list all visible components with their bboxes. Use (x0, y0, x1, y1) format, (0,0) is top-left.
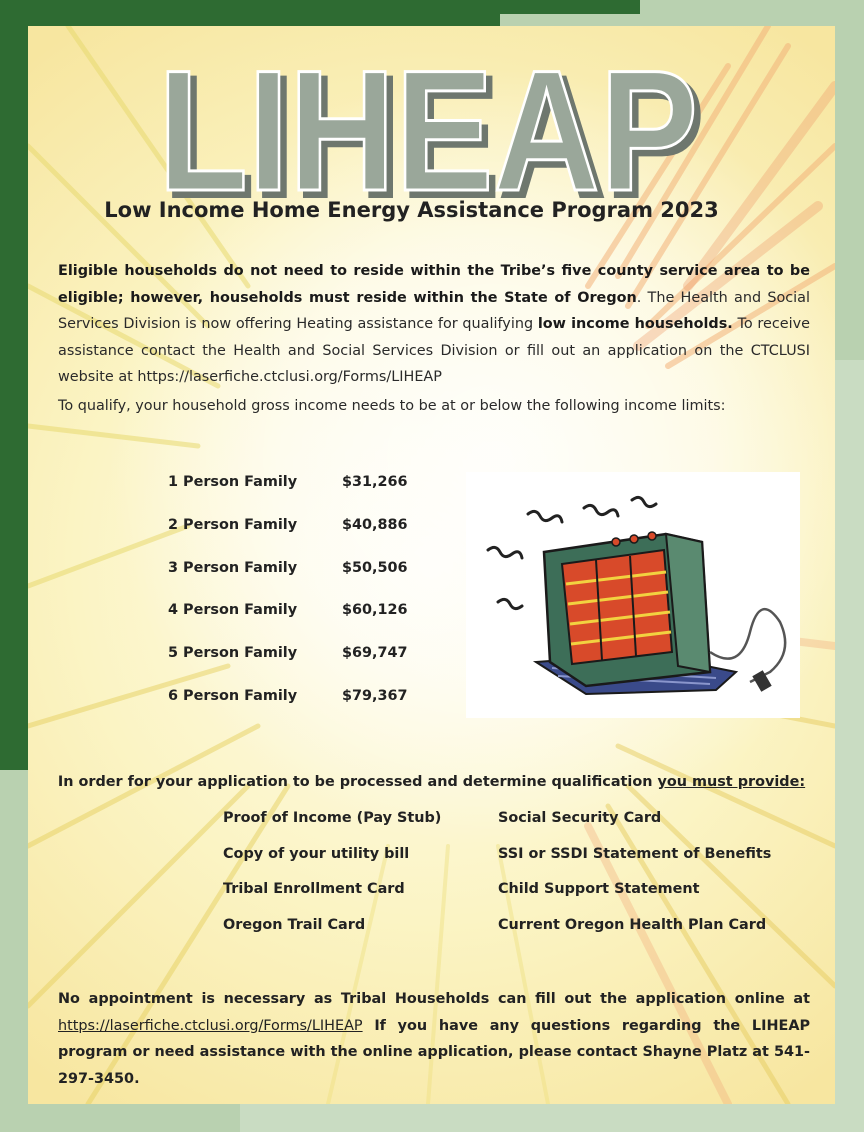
svg-text:LIHEAP: LIHEAP (164, 50, 704, 210)
income-label: 3 Person Family (168, 560, 298, 576)
intro-bold-eligibility: Eligible households do not need to reside within the Tribe’s five county service area to be eligible; however, households must reside within the State of Oregon (58, 263, 810, 306)
footer-paragraph (58, 986, 810, 1092)
footer-text-1: No appointment is necessary as Tribal Households can fill out the application online at (58, 991, 810, 1007)
intro-bold-low-income: low income households. (537, 316, 733, 332)
heater-illustration (466, 472, 800, 718)
liheap-title (156, 50, 716, 210)
footer-text-2: If you have any questions regarding the LIHEAP program or need assistance with the online application, please contact Shayne Platz at 541-297-3450. (58, 1017, 810, 1087)
frame-dark-corner (500, 0, 640, 14)
income-amount: $40,886 (342, 517, 408, 533)
income-label: 5 Person Family (168, 645, 298, 661)
income-amount: $79,367 (342, 688, 408, 704)
requirement-item: Current Oregon Health Plan Card (498, 917, 767, 933)
income-amount: $69,747 (342, 645, 408, 661)
space-heater-icon (466, 472, 800, 718)
frame-dark-left (0, 0, 28, 770)
provide-underlined: you must provide: (657, 774, 806, 790)
svg-text:LIHEAP: LIHEAP (158, 50, 698, 210)
provide-text: In order for your application to be processed and determine qualification (57, 774, 658, 790)
income-label: 1 Person Family (168, 474, 298, 490)
flyer-sheet (28, 26, 835, 1104)
program-subtitle: Low Income Home Energy Assistance Program 2023 (104, 198, 719, 222)
income-label: 4 Person Family (168, 602, 298, 618)
intro-text-2: To receive assistance contact the Health and Social Services Division or fill out an application on the CTCLUSI website at https://laserfiche.ctclusi.org/Forms/LIHEAP (58, 316, 810, 385)
requirement-item: Tribal Enrollment Card (223, 881, 405, 897)
frame-dark-top (0, 0, 500, 26)
income-label: 2 Person Family (168, 517, 298, 533)
application-link[interactable]: https://laserfiche.ctclusi.org/Forms/LIHEAP (58, 1017, 363, 1034)
provide-heading (28, 774, 835, 790)
qualify-text: To qualify, your household gross income needs to be at or below the following income limits: (58, 398, 726, 414)
requirement-item: Oregon Trail Card (223, 917, 366, 933)
income-amount: $31,266 (342, 474, 408, 490)
requirement-item: Proof of Income (Pay Stub) (223, 810, 442, 826)
income-label: 6 Person Family (168, 688, 298, 704)
frame-pale-bottom (240, 1104, 864, 1132)
requirement-item: Copy of your utility bill (223, 846, 410, 862)
requirement-item: SSI or SSDI Statement of Benefits (498, 846, 772, 862)
intro-text-1: . The Health and Social Services Division is now offering Heating assistance for qualifying (58, 289, 810, 332)
income-amount: $50,506 (342, 560, 408, 576)
frame-pale-right (835, 360, 864, 1132)
requirement-item: Child Support Statement (498, 881, 700, 897)
income-amount: $60,126 (342, 602, 408, 618)
requirement-item: Social Security Card (498, 810, 662, 826)
intro-paragraph (58, 258, 810, 391)
